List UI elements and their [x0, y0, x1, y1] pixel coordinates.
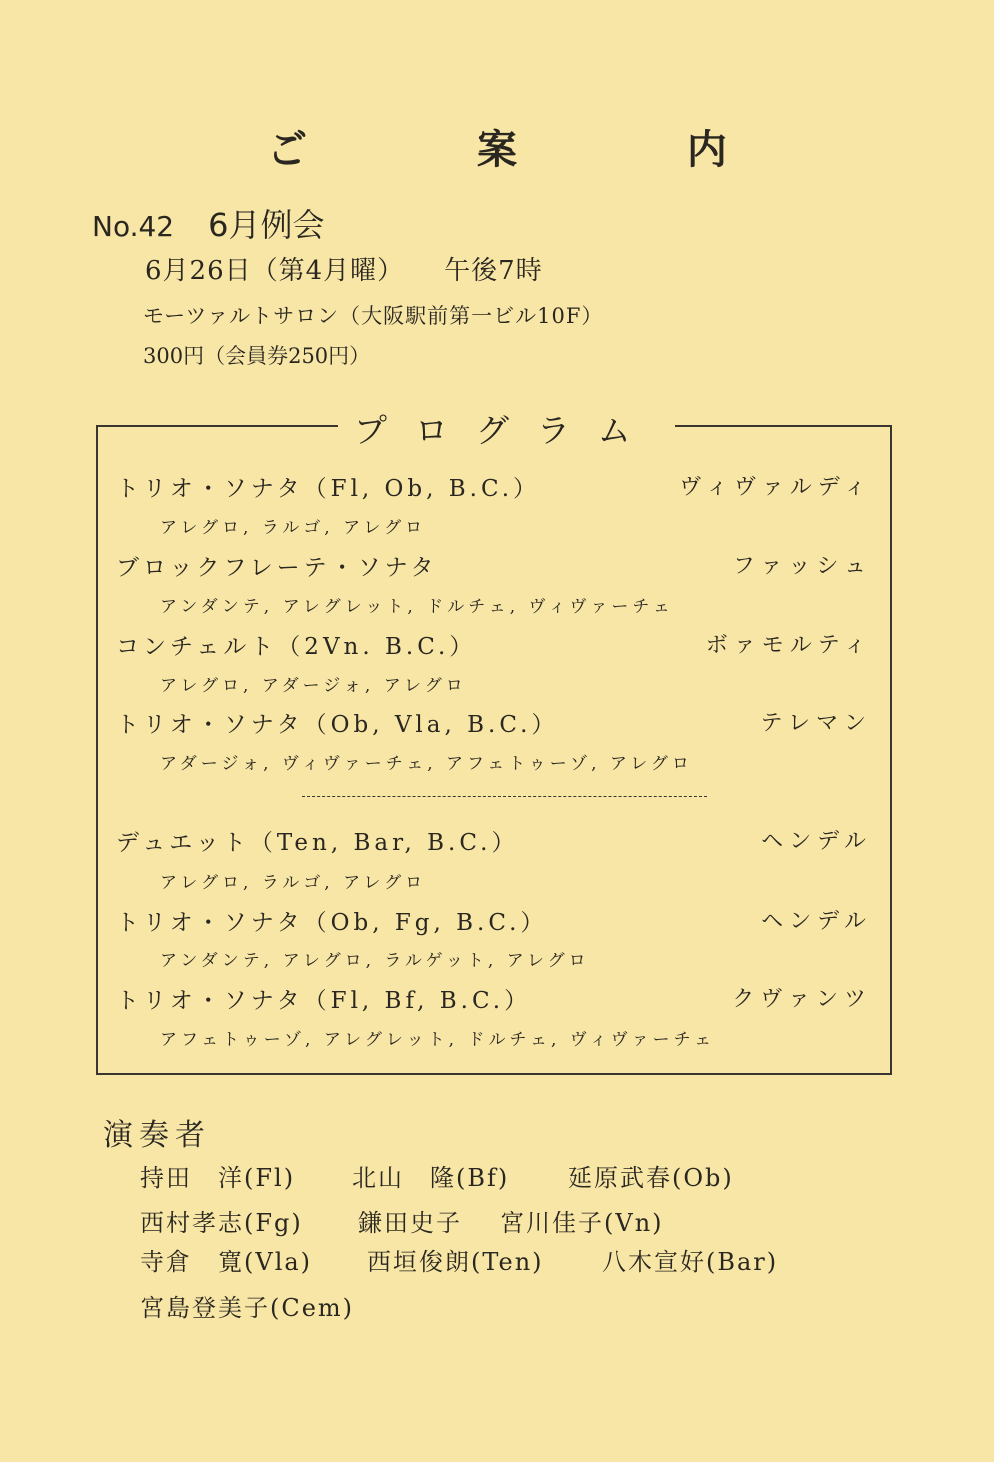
work-composer: テレマン — [760, 711, 872, 736]
price: 300円（会員券250円） — [143, 344, 371, 368]
performer: 西垣俊朗(Ten) — [367, 1248, 544, 1276]
work-composer: ボァモルティ — [705, 633, 872, 658]
meeting-date — [145, 250, 543, 287]
work-title: トリオ・ソナタ（Fl, Ob, B.C.） — [116, 476, 541, 502]
program-heading: プログラム — [338, 405, 675, 452]
program-item — [116, 470, 872, 503]
work-movements: アフェトゥーゾ, アレグレット, ドルチェ, ヴィヴァーチェ — [160, 1030, 716, 1050]
meeting-heading — [92, 200, 325, 246]
meeting-name: 6月例会 — [208, 206, 325, 244]
program-item — [116, 904, 872, 937]
performers-heading: 演奏者 — [103, 1118, 211, 1153]
work-title: トリオ・ソナタ（Ob, Fg, B.C.） — [116, 910, 548, 936]
performer: 寺倉 寛(Vla) — [140, 1248, 313, 1276]
work-title: トリオ・ソナタ（Ob, Vla, B.C.） — [116, 712, 559, 738]
work-composer: クヴァンツ — [732, 987, 872, 1012]
performer: 鎌田史子 — [358, 1209, 462, 1237]
venue: モーツァルトサロン（大阪駅前第一ビル10F） — [143, 304, 604, 328]
work-movements: アンダンテ, アレグレット, ドルチェ, ヴィヴァーチェ — [160, 597, 674, 617]
program-divider — [302, 796, 707, 797]
performer: 延原武春(Ob) — [568, 1164, 734, 1192]
work-movements: アンダンテ, アレグロ, ラルゲット, アレグロ — [160, 951, 590, 971]
work-movements: アレグロ, アダージォ, アレグロ — [160, 676, 467, 696]
meeting-day: 6月26日（第4月曜） — [145, 256, 405, 286]
work-composer: ヘンデル — [761, 829, 872, 854]
performer: 宮川佳子(Vn) — [500, 1209, 664, 1237]
work-title: デュエット（Ten, Bar, B.C.） — [116, 830, 519, 856]
work-movements: アダージォ, ヴィヴァーチェ, アフェトゥーゾ, アレグロ — [160, 754, 693, 774]
performer: 持田 洋(Fl) — [140, 1164, 296, 1192]
program-item — [116, 982, 872, 1015]
performer: 宮島登美子(Cem) — [140, 1294, 355, 1322]
program-item — [116, 824, 872, 857]
work-composer: ヴィヴァルディ — [679, 475, 872, 500]
program-item — [116, 706, 872, 739]
meeting-number: No.42 — [92, 210, 175, 243]
program-item — [116, 549, 872, 582]
work-composer: ヘンデル — [761, 909, 872, 934]
work-title: コンチェルト（2Vn. B.C.） — [116, 634, 477, 660]
work-composer: ファッシュ — [732, 554, 872, 579]
performer: 西村孝志(Fg) — [140, 1209, 303, 1237]
work-movements: アレグロ, ラルゴ, アレグロ — [160, 873, 427, 893]
work-movements: アレグロ, ラルゴ, アレグロ — [160, 518, 427, 538]
work-title: ブロックフレーテ・ソナタ — [116, 555, 438, 581]
work-title: トリオ・ソナタ（Fl, Bf, B.C.） — [116, 988, 532, 1014]
program-item — [116, 628, 872, 661]
performer: 八木宣好(Bar) — [602, 1248, 779, 1276]
performer: 北山 隆(Bf) — [352, 1164, 510, 1192]
meeting-time: 午後7時 — [444, 256, 543, 286]
page-title: ご 案 内 — [267, 127, 805, 173]
